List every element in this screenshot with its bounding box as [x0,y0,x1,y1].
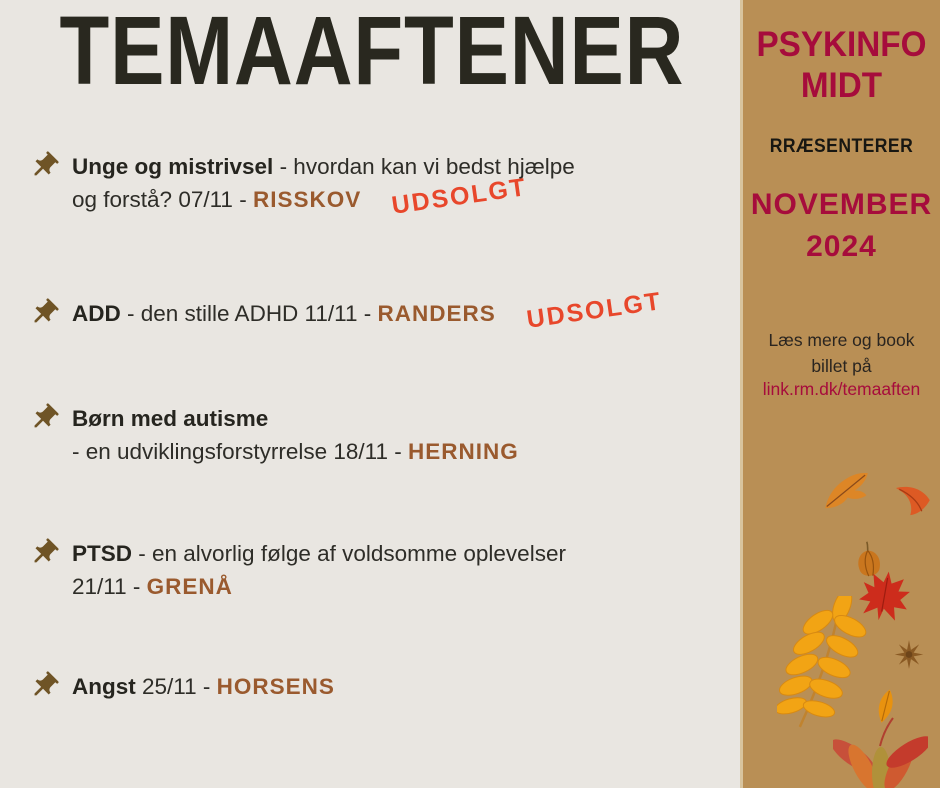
event-text [72,670,335,703]
brand-line1: PSYKINFO [756,25,927,64]
event-description: - hvordan kan vi bedst hjælpe [273,154,575,179]
event-description: - en alvorlig følge af voldsomme oplevelser [132,541,566,566]
event-date: 21/11 - [72,574,147,599]
month-year: 2024 [806,230,877,263]
event-line1 [72,537,566,570]
brand-line2: MIDT [800,66,883,105]
small-red-leaf-image [889,481,935,524]
booking-link[interactable]: link.rm.dk/temaaften [762,379,921,399]
event-line1 [72,287,664,334]
tagline: RRÆSENTERER [769,135,914,157]
brand-logo [743,24,940,106]
cta-line1: Læs mere og book [768,330,915,350]
cta-text [743,327,940,379]
month-name: NOVEMBER [750,188,933,221]
event-line1 [72,670,335,703]
event-item-ptsd [28,537,566,603]
event-line2 [72,173,575,220]
oak-leaf-image [813,460,880,525]
event-line2 [72,435,519,468]
event-description: - en udviklingsforstyrrelse 18/11 - [72,439,408,464]
star-anise-image [893,640,925,674]
event-line2 [72,570,566,603]
pushpin-icon [21,290,66,335]
event-location: RISSKOV [252,187,362,212]
soldout-badge: UDSOLGT [390,173,529,220]
poster-title: TEMAAFTENER [59,0,685,105]
event-item-add [28,287,664,334]
event-title: PTSD [72,541,133,566]
event-date: 25/11 - [135,674,217,699]
pushpin-icon [21,395,66,440]
event-date: og forstå? 07/11 - [72,187,253,212]
event-text [72,287,664,334]
event-title: Unge og mistrivsel [72,154,274,179]
event-title: ADD [72,301,121,326]
event-location: HERNING [407,439,519,464]
sidebar [740,0,940,788]
event-item-angst [28,670,335,703]
month-banner [743,184,940,268]
event-location: RANDERS [377,301,496,326]
event-text [72,402,519,468]
event-title: Børn med autisme [72,406,269,431]
event-item-born-med-autisme [28,402,519,468]
event-text [72,537,566,603]
event-item-unge-og-mistrivsel [28,150,575,220]
pushpin-icon [21,143,66,188]
poster-title-wrap [0,0,740,105]
event-description: - den stille ADHD 11/11 - [120,301,378,326]
event-location: HORSENS [216,674,335,699]
cta-line2: billet på [811,356,872,376]
event-title: Angst [72,674,136,699]
creeper-leaf-image [833,716,928,788]
pushpin-icon [21,663,66,708]
pushpin-icon [21,530,66,575]
event-text [72,150,575,220]
soldout-badge: UDSOLGT [524,287,664,334]
event-line1 [72,402,519,435]
event-location: GRENÅ [146,574,233,599]
